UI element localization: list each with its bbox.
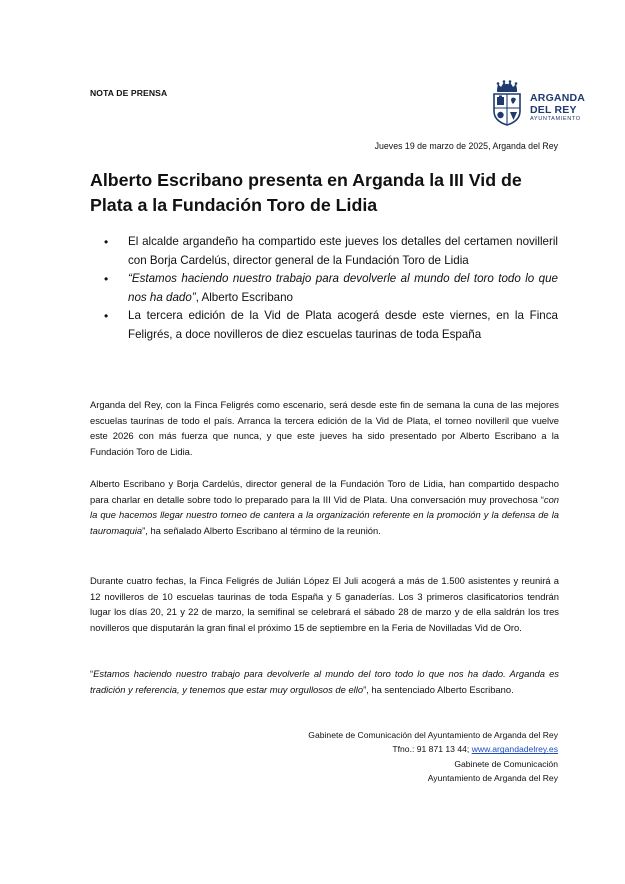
bullet-attribution: , Alberto Escribano (195, 290, 293, 304)
paragraph-quote: Estamos haciendo nuestro trabajo para devolverle al mundo del toro todo lo que nos ha dado. Arganda es tradición y referencia, y tenemos que estar muy orgullosos de ello (90, 668, 559, 695)
crowned-shield-crest-icon (490, 80, 524, 126)
signoff-contact (308, 742, 558, 756)
logo-line-2: DEL REY (530, 103, 577, 116)
body-paragraph-1: Arganda del Rey, con la Finca Feligrés como escenario, será desde este fin de semana la cuna de las mejores escuelas taurinas de todo el país. Arranca la tercera edición de la Vid de Plata, el torneo novilleril que vuelve este 2026 con más fuerza que nunca, y que este jueves ha sido presentado por Alberto Escribano a la Fundación Toro de Lidia. (90, 399, 559, 458)
body-paragraph-4 (90, 666, 559, 697)
bullet-dot-icon: • (104, 272, 109, 286)
body-paragraph-3: Durante cuatro fechas, la Finca Feligrés de Julián López El Juli acogerá a más de 1.500 asistentes y reunirá a 12 novilleros de 10 escuelas taurinas de toda España y 5 ganaderías. Los 3 primeros clasificatorios tendrán lugar los días 20, 21 y 22 de marzo, la semifinal se celebrará el sábado 28 de marzo y de ella saldrán los tres novilleros que disputarán la gran final el próximo 15 de septiembre en la Feria de Novilladas Vid de Oro. (90, 575, 559, 634)
dateline: Jueves 19 de marzo de 2025, Arganda del Rey (374, 141, 558, 151)
logo-line-1: ARGANDA (530, 92, 586, 104)
phone-number: Tfno.: 91 871 13 44; (392, 744, 472, 755)
signoff-line: Gabinete de Comunicación (454, 758, 558, 769)
website-link[interactable]: www.argandadelrey.es (471, 744, 558, 755)
summary-bullet (104, 233, 558, 270)
paragraph-text: “ (90, 668, 94, 679)
signoff-line: Ayuntamiento de Arganda del Rey (427, 772, 558, 783)
bullet-text: El alcalde argandeño ha compartido este jueves los detalles del certamen novilleril con Borja Cardelús, director general de la Fundación Toro de Lidia (128, 235, 558, 267)
bullet-dot-icon: • (104, 235, 109, 249)
summary-bullet-list (104, 233, 558, 344)
municipal-logo (488, 80, 586, 128)
bullet-text: La tercera edición de la Vid de Plata acogerá desde este viernes, en la Finca Feligrés, a doce novilleros de diez escuelas taurinas de toda España (128, 309, 558, 341)
body-paragraph-2 (90, 476, 559, 539)
headline: Alberto Escribano presenta en Arganda la III Vid de Plata a la Fundación Toro de Lidia (90, 170, 522, 215)
paragraph-quote: con la que hacemos llegar nuestro torneo de cantera a la organización referente en la promoción y la defensa de la tauromaquia (90, 493, 559, 537)
paragraph-text: Alberto Escribano y Borja Cardelús, director general de la Fundación Toro de Lidia, han compartido despacho para charlar en detalle sobre todo lo preparado para la III Vid de Plata. Una conversación muy provechosa “ (90, 478, 559, 505)
press-release-label: NOTA DE PRENSA (90, 88, 168, 98)
press-office-signoff (308, 728, 558, 785)
summary-bullet (104, 270, 558, 307)
logo-line-3: AYUNTAMIENTO (530, 116, 581, 122)
summary-bullet (104, 307, 558, 344)
logo-text (530, 93, 585, 123)
bullet-quote: “Estamos haciendo nuestro trabajo para devolverle al mundo del toro todo lo que nos ha dado” (128, 272, 558, 304)
signoff-line: Gabinete de Comunicación del Ayuntamiento de Arganda del Rey (308, 730, 558, 740)
paragraph-text: ”, ha sentenciado Alberto Escribano. (363, 683, 514, 695)
bullet-dot-icon: • (104, 309, 109, 323)
paragraph-text: ”, ha señalado Alberto Escribano al término de la reunión. (142, 525, 381, 537)
